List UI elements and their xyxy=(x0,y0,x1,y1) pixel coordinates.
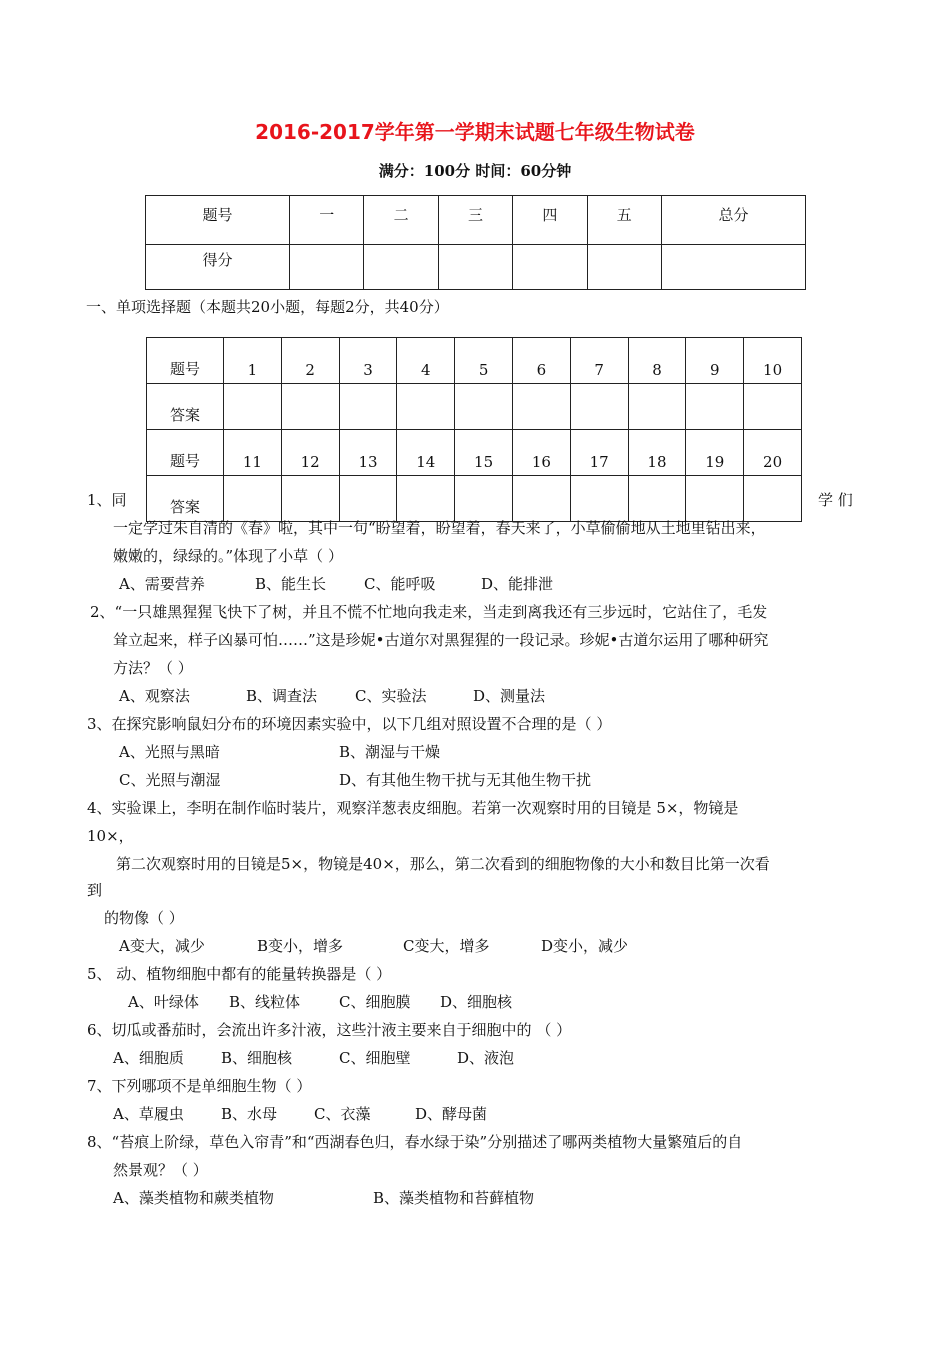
answer-number-label: 题号 xyxy=(147,430,224,476)
question-8-text: 然景观？（ ） xyxy=(113,1161,208,1179)
answer-cell[interactable] xyxy=(455,384,513,430)
option-a[interactable]: A、叶绿体 xyxy=(128,993,199,1011)
option-b[interactable]: B、水母 xyxy=(221,1105,278,1123)
score-table-header-row xyxy=(146,196,806,245)
answer-cell[interactable] xyxy=(686,384,744,430)
question-number: 3 xyxy=(339,338,397,384)
answer-table xyxy=(146,337,802,522)
answer-cell[interactable] xyxy=(397,476,455,522)
option-b[interactable]: B、调查法 xyxy=(246,687,318,705)
question-number: 10 xyxy=(744,338,802,384)
answer-cell[interactable] xyxy=(455,476,513,522)
question-6-text: 6、切瓜或番茄时，会流出许多汁液，这些汁液主要来自于细胞中的 （ ） xyxy=(87,1021,572,1039)
question-1-suffix: 学 们 xyxy=(818,491,853,509)
question-2-text: 耸立起来，样子凶暴可怕……”这是珍妮•古道尔对黑猩猩的一段记录。珍妮•古道尔运用了哪种研究 xyxy=(113,631,769,649)
question-number: 7 xyxy=(570,338,628,384)
question-2-text: 2、“一只雄黑猩猩飞快下了树，并且不慌不忙地向我走来，当走到离我还有三步远时，它站住了，毛发 xyxy=(90,603,768,621)
option-d[interactable]: D、测量法 xyxy=(473,687,546,705)
answer-cell[interactable] xyxy=(339,384,397,430)
option-a[interactable]: A、藻类植物和蕨类植物 xyxy=(113,1189,274,1207)
section-heading: 一、单项选择题（本题共20小题，每题2分，共40分） xyxy=(86,298,449,316)
question-7-text: 7、下列哪项不是单细胞生物（ ） xyxy=(87,1077,312,1095)
score-cell[interactable] xyxy=(587,245,661,290)
question-number: 16 xyxy=(512,430,570,476)
question-number: 20 xyxy=(744,430,802,476)
option-a[interactable]: A、观察法 xyxy=(119,687,190,705)
option-a[interactable]: A、草履虫 xyxy=(113,1105,184,1123)
score-header-cell: 四 xyxy=(513,196,587,245)
answer-cell[interactable] xyxy=(628,384,686,430)
option-d[interactable]: D变小，减少 xyxy=(541,937,629,955)
question-number: 18 xyxy=(628,430,686,476)
answer-cell[interactable] xyxy=(686,476,744,522)
answer-number-row xyxy=(147,430,802,476)
question-number: 13 xyxy=(339,430,397,476)
option-a[interactable]: A、需要营养 xyxy=(119,575,205,593)
question-1-text: 嫩嫩的，绿绿的。”体现了小草（ ） xyxy=(113,547,343,565)
score-header-cell: 总分 xyxy=(661,196,805,245)
option-c[interactable]: C、光照与潮湿 xyxy=(119,771,221,789)
option-a[interactable]: A、光照与黑暗 xyxy=(119,743,220,761)
option-c[interactable]: C、细胞壁 xyxy=(339,1049,411,1067)
answer-cell[interactable] xyxy=(570,476,628,522)
answer-row xyxy=(147,384,802,430)
answer-cell[interactable] xyxy=(339,476,397,522)
page-title: 2016-2017学年第一学期末试题七年级生物试卷 xyxy=(255,120,695,144)
question-number: 15 xyxy=(455,430,513,476)
option-b[interactable]: B变小，增多 xyxy=(257,937,344,955)
option-d[interactable]: D、液泡 xyxy=(457,1049,515,1067)
score-cell[interactable] xyxy=(661,245,805,290)
question-1-prefix: 1、同 xyxy=(87,491,127,509)
answer-label: 答案 xyxy=(147,476,224,522)
question-number: 11 xyxy=(224,430,282,476)
score-header-cell: 二 xyxy=(364,196,438,245)
question-4-text: 的物像（ ） xyxy=(104,909,184,927)
score-cell[interactable] xyxy=(513,245,587,290)
question-4-text: 4、实验课上，李明在制作临时装片，观察洋葱表皮细胞。若第一次观察时用的目镜是 5×，物镜是 xyxy=(87,799,739,817)
answer-cell[interactable] xyxy=(628,476,686,522)
answer-cell[interactable] xyxy=(744,384,802,430)
answer-number-row xyxy=(147,338,802,384)
option-d[interactable]: D、能排泄 xyxy=(481,575,554,593)
option-d[interactable]: D、细胞核 xyxy=(440,993,513,1011)
question-number: 19 xyxy=(686,430,744,476)
question-number: 12 xyxy=(281,430,339,476)
question-number: 8 xyxy=(628,338,686,384)
answer-cell[interactable] xyxy=(397,384,455,430)
question-number: 1 xyxy=(224,338,282,384)
answer-cell[interactable] xyxy=(570,384,628,430)
score-header-cell: 题号 xyxy=(146,196,290,245)
exam-info: 满分：100分 时间：60分钟 xyxy=(378,162,572,180)
answer-cell[interactable] xyxy=(281,384,339,430)
option-b[interactable]: B、细胞核 xyxy=(221,1049,293,1067)
question-number: 14 xyxy=(397,430,455,476)
question-1-text: 一定学过朱自清的《春》啦，其中一句“盼望着，盼望着，春天来了，小草偷偷地从土地里钻出来， xyxy=(113,519,766,537)
answer-cell[interactable] xyxy=(512,384,570,430)
answer-label: 答案 xyxy=(147,384,224,430)
option-c[interactable]: C、实验法 xyxy=(355,687,427,705)
question-2-text: 方法？（ ） xyxy=(113,659,193,677)
answer-cell[interactable] xyxy=(224,384,282,430)
question-number: 4 xyxy=(397,338,455,384)
answer-cell[interactable] xyxy=(744,476,802,522)
score-table xyxy=(145,195,806,290)
option-c[interactable]: C、细胞膜 xyxy=(339,993,411,1011)
question-number: 9 xyxy=(686,338,744,384)
answer-cell[interactable] xyxy=(281,476,339,522)
option-b[interactable]: B、线粒体 xyxy=(229,993,301,1011)
score-header-cell: 一 xyxy=(290,196,364,245)
question-5-text: 5、 动、植物细胞中都有的能量转换器是（ ） xyxy=(87,965,392,983)
question-number: 6 xyxy=(512,338,570,384)
question-4-text: 到 xyxy=(87,881,103,899)
option-d[interactable]: D、有其他生物干扰与无其他生物干扰 xyxy=(339,771,592,789)
option-c[interactable]: C、能呼吸 xyxy=(364,575,436,593)
score-cell[interactable] xyxy=(290,245,364,290)
question-number: 17 xyxy=(570,430,628,476)
answer-row xyxy=(147,476,802,522)
question-number: 2 xyxy=(281,338,339,384)
question-8-text: 8、“苔痕上阶绿，草色入帘青”和“西湖春色归，春水绿于染”分别描述了哪两类植物大量繁殖后的自 xyxy=(87,1133,743,1151)
question-3-text: 3、在探究影响鼠妇分布的环境因素实验中，以下几组对照设置不合理的是（ ） xyxy=(87,715,612,733)
answer-cell[interactable] xyxy=(224,476,282,522)
score-table-score-row xyxy=(146,245,806,290)
option-a[interactable]: A、细胞质 xyxy=(113,1049,184,1067)
score-row-label: 得分 xyxy=(146,245,290,290)
option-b[interactable]: B、能生长 xyxy=(255,575,327,593)
score-cell[interactable] xyxy=(364,245,438,290)
option-b[interactable]: B、潮湿与干燥 xyxy=(339,743,441,761)
score-header-cell: 五 xyxy=(587,196,661,245)
question-number: 5 xyxy=(455,338,513,384)
answer-number-label: 题号 xyxy=(147,338,224,384)
option-b[interactable]: B、藻类植物和苔藓植物 xyxy=(373,1189,535,1207)
score-cell[interactable] xyxy=(438,245,512,290)
question-4-text: 10×， xyxy=(87,827,134,845)
score-header-cell: 三 xyxy=(438,196,512,245)
option-d[interactable]: D、酵母菌 xyxy=(415,1105,488,1123)
option-a[interactable]: A变大，减少 xyxy=(119,937,205,955)
answer-cell[interactable] xyxy=(512,476,570,522)
option-c[interactable]: C变大，增多 xyxy=(403,937,490,955)
option-c[interactable]: C、衣藻 xyxy=(314,1105,371,1123)
question-4-text: 第二次观察时用的目镜是5×，物镜是40×，那么，第二次看到的细胞物像的大小和数目比第一次看 xyxy=(116,855,770,873)
